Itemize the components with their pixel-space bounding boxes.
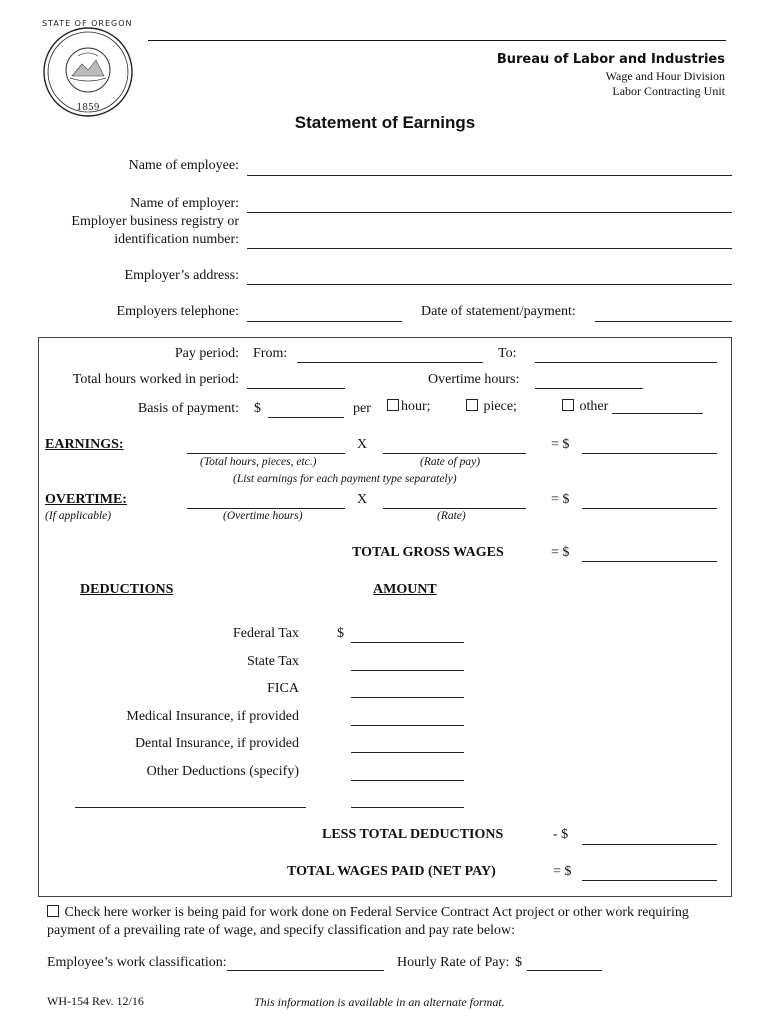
agency-unit: Labor Contracting Unit: [612, 84, 725, 98]
hourly-rate-label: Hourly Rate of Pay:: [397, 955, 510, 970]
hourly-rate-field[interactable]: [527, 970, 602, 971]
employer-name-label: Name of employer:: [130, 196, 239, 211]
deduction-field-federal[interactable]: [351, 642, 464, 643]
deduction-label: Other Deductions (specify): [146, 764, 299, 779]
deduction-field-fica[interactable]: [351, 697, 464, 698]
form-id: WH-154 Rev. 12/16: [47, 994, 144, 1008]
employee-name-label: Name of employee:: [128, 158, 239, 173]
less-total-field[interactable]: [582, 844, 717, 845]
option-other-field[interactable]: [612, 413, 703, 414]
basis-dollar: $: [254, 401, 261, 416]
checkbox-icon[interactable]: [562, 399, 574, 411]
checkbox-icon[interactable]: [466, 399, 478, 411]
seal-year: 1859: [76, 103, 100, 113]
registry-field[interactable]: [247, 248, 732, 249]
earnings-rate-field[interactable]: [383, 453, 526, 454]
overtime-note: (If applicable): [45, 510, 112, 522]
net-pay-label: TOTAL WAGES PAID (NET PAY): [287, 864, 496, 879]
overtime-hint-hours: (Overtime hours): [223, 510, 303, 522]
earnings-hint-hours: (Total hours, pieces, etc.): [200, 456, 317, 468]
overtime-hint-rate: (Rate): [437, 510, 466, 522]
earnings-box: [38, 337, 732, 897]
employer-phone-label: Employers telephone:: [116, 304, 239, 319]
alternate-format-note: This information is available in an alternate format.: [254, 995, 505, 1009]
period-from-label: From:: [253, 346, 288, 361]
basis-amount-field[interactable]: [268, 417, 344, 418]
deduction-dollar: $: [337, 626, 344, 641]
overtime-total-field[interactable]: [582, 508, 717, 509]
earnings-hours-field[interactable]: [187, 453, 345, 454]
seal-top-text: STATE OF OREGON: [42, 19, 133, 28]
deduction-label: State Tax: [246, 654, 299, 669]
earnings-times: X: [357, 437, 368, 452]
registry-label-2: identification number:: [114, 232, 239, 247]
overtime-times: X: [357, 492, 368, 507]
deduction-field-medical[interactable]: [351, 725, 464, 726]
employer-name-field[interactable]: [247, 212, 732, 213]
federal-contract-check[interactable]: [47, 905, 689, 921]
deductions-header: DEDUCTIONS: [80, 582, 174, 597]
net-pay-field[interactable]: [582, 880, 717, 881]
overtime-hours-label: Overtime hours:: [428, 372, 520, 387]
deduction-field-other-amount[interactable]: [351, 807, 464, 808]
overtime-equals: = $: [551, 492, 570, 507]
earnings-hint-list: (List earnings for each payment type separately): [233, 473, 457, 485]
amount-header: AMOUNT: [373, 582, 437, 597]
checkbox-icon[interactable]: [47, 905, 59, 917]
classification-field[interactable]: [227, 970, 384, 971]
pay-period-label: Pay period:: [174, 346, 239, 361]
option-other-label: other: [579, 399, 609, 414]
less-total-label: LESS TOTAL DEDUCTIONS: [322, 827, 504, 842]
hours-worked-label: Total hours worked in period:: [72, 372, 239, 387]
page-title: Statement of Earnings: [294, 113, 476, 132]
earnings-equals: = $: [551, 437, 570, 452]
overtime-label: OVERTIME:: [45, 492, 127, 507]
deduction-field-other[interactable]: [351, 780, 464, 781]
deduction-field-state[interactable]: [351, 670, 464, 671]
agency-division: Wage and Hour Division: [605, 69, 725, 83]
other-deduction-specify-field[interactable]: [75, 807, 306, 808]
period-from-field[interactable]: [297, 362, 483, 363]
employer-phone-field[interactable]: [247, 321, 402, 322]
statement-date-label: Date of statement/payment:: [421, 304, 576, 319]
option-other[interactable]: [562, 399, 608, 415]
header-rule: [148, 40, 726, 41]
deduction-field-dental[interactable]: [351, 752, 464, 753]
statement-date-field[interactable]: [595, 321, 732, 322]
gross-wages-label: TOTAL GROSS WAGES: [352, 545, 504, 560]
option-hour[interactable]: [387, 399, 431, 415]
checkbox-icon[interactable]: [387, 399, 399, 411]
earnings-total-field[interactable]: [582, 453, 717, 454]
classification-label: Employee’s work classification:: [47, 955, 227, 970]
period-to-field[interactable]: [535, 362, 717, 363]
employee-name-field[interactable]: [247, 175, 732, 176]
deduction-label: FICA: [267, 681, 299, 696]
registry-label-1: Employer business registry or: [71, 214, 239, 229]
net-pay-sign: = $: [553, 864, 572, 879]
gross-wages-field[interactable]: [582, 561, 717, 562]
gross-equals: = $: [551, 545, 570, 560]
option-hour-label: hour;: [401, 399, 431, 414]
overtime-hours-input[interactable]: [187, 508, 345, 509]
option-piece[interactable]: [466, 399, 517, 415]
earnings-label: EARNINGS:: [45, 437, 124, 452]
basis-label: Basis of payment:: [137, 401, 239, 416]
option-piece-label: piece;: [483, 399, 517, 414]
deduction-label: Federal Tax: [232, 626, 299, 641]
hours-worked-field[interactable]: [247, 388, 345, 389]
federal-line-1: Check here worker is being paid for work done on Federal Service Contract Act project or other work requiring: [64, 905, 689, 920]
employer-address-field[interactable]: [247, 284, 732, 285]
basis-per: per: [353, 401, 371, 416]
federal-line-2: payment of a prevailing rate of wage, and specify classification and pay rate below:: [47, 923, 516, 938]
employer-address-label: Employer’s address:: [124, 268, 239, 283]
overtime-hours-field[interactable]: [535, 388, 643, 389]
overtime-rate-field[interactable]: [383, 508, 526, 509]
period-to-label: To:: [498, 346, 517, 361]
deduction-label: Dental Insurance, if provided: [134, 736, 299, 751]
deduction-label: Medical Insurance, if provided: [126, 709, 299, 724]
agency-name: Bureau of Labor and Industries: [496, 52, 725, 67]
less-total-sign: - $: [553, 827, 569, 842]
earnings-hint-rate: (Rate of pay): [420, 456, 481, 468]
state-seal: [42, 19, 134, 118]
hourly-rate-dollar: $: [515, 955, 522, 970]
